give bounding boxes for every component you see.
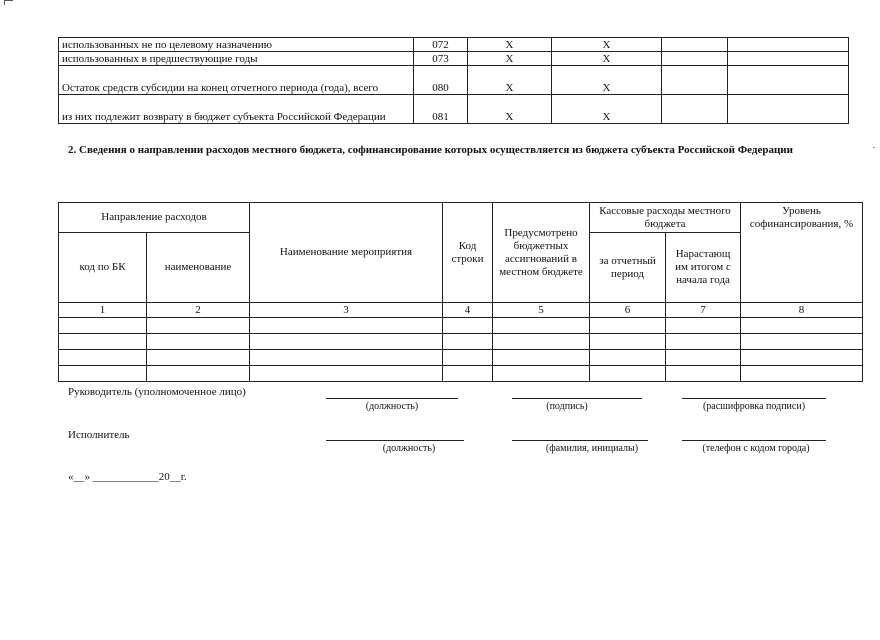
table-row [59, 350, 863, 366]
empty-cell [147, 334, 250, 350]
column-number: 1 [59, 303, 147, 318]
executor-name-line[interactable] [512, 440, 648, 441]
executor-phone-caption: (телефон с кодом города) [702, 443, 810, 454]
cell-x: X [468, 52, 552, 66]
row-label: использованных в предшествующие годы [59, 52, 414, 66]
cell-empty [728, 66, 849, 95]
empty-cell [443, 318, 493, 334]
empty-cell [741, 318, 863, 334]
column-number: 4 [443, 303, 493, 318]
row-code: 081 [414, 95, 468, 124]
head-position-caption: (должность) [365, 401, 419, 412]
empty-cell [147, 350, 250, 366]
date-line: «__» ____________20__г. [68, 471, 187, 483]
header-direction: Направление расходов [59, 203, 250, 233]
empty-cell [443, 334, 493, 350]
header-planned: Предусмотрено бюджетных ассигнований в местном бюджете [493, 203, 590, 303]
column-number: 3 [250, 303, 443, 318]
head-position-line[interactable] [326, 398, 458, 399]
executor-label: Исполнитель [68, 429, 130, 441]
header-period: за отчетный период [590, 233, 666, 303]
empty-cell [250, 350, 443, 366]
column-number-row [59, 303, 863, 318]
header-row [59, 203, 863, 233]
empty-cell [59, 366, 147, 382]
row-label: использованных не по целевому назначению [59, 38, 414, 52]
column-number: 8 [741, 303, 863, 318]
head-decode-line[interactable] [682, 398, 826, 399]
table-row [59, 52, 849, 66]
header-cumulative: Нарастающ им итогом с начала года [666, 233, 741, 303]
cell-empty [728, 95, 849, 124]
empty-cell [741, 334, 863, 350]
table-row [59, 66, 849, 95]
scan-corner-mark [4, 0, 13, 5]
empty-cell [493, 350, 590, 366]
empty-cell [590, 318, 666, 334]
table-row [59, 95, 849, 124]
header-code: Код строки [443, 203, 493, 303]
empty-cell [147, 366, 250, 382]
empty-cell [443, 350, 493, 366]
executor-phone-line[interactable] [682, 440, 826, 441]
expenses-table [58, 202, 863, 382]
empty-cell [741, 366, 863, 382]
cell-empty [662, 38, 728, 52]
cell-empty [662, 52, 728, 66]
table-row [59, 366, 863, 382]
executor-position-caption: (должность) [382, 443, 436, 454]
empty-cell [59, 334, 147, 350]
header-cash: Кассовые расходы местного бюджета [590, 203, 741, 233]
empty-cell [250, 318, 443, 334]
row-label: Остаток средств субсидии на конец отчетного периода (года), всего [59, 66, 414, 95]
empty-cell [493, 366, 590, 382]
column-number: 7 [666, 303, 741, 318]
cell-x: X [552, 52, 662, 66]
row-code: 080 [414, 66, 468, 95]
cell-x: X [552, 66, 662, 95]
section-2-heading: 2. Сведения о направлении расходов местного бюджета, софинансирование которых осуществляется из бюджета субъекта Российской Федерации [68, 144, 793, 156]
empty-cell [666, 334, 741, 350]
empty-cell [250, 366, 443, 382]
empty-cell [590, 334, 666, 350]
cell-empty [728, 52, 849, 66]
executor-name-caption: (фамилия, инициалы) [545, 443, 639, 454]
empty-cell [493, 334, 590, 350]
column-number: 6 [590, 303, 666, 318]
cell-x: X [468, 38, 552, 52]
cell-x: X [552, 38, 662, 52]
empty-cell [666, 366, 741, 382]
header-name: наименование [147, 233, 250, 303]
column-number: 5 [493, 303, 590, 318]
executor-position-line[interactable] [326, 440, 464, 441]
empty-cell [590, 366, 666, 382]
row-label: из них подлежит возврату в бюджет субъекта Российской Федерации [59, 95, 414, 124]
head-signature-caption: (подпись) [546, 401, 588, 412]
empty-cell [590, 350, 666, 366]
empty-cell [59, 350, 147, 366]
head-decode-caption: (расшифровка подписи) [702, 401, 806, 412]
empty-cell [493, 318, 590, 334]
head-label: Руководитель (уполномоченное лицо) [68, 386, 246, 398]
row-code: 073 [414, 52, 468, 66]
cell-x: X [552, 95, 662, 124]
empty-cell [250, 334, 443, 350]
scan-dot: · [872, 142, 876, 154]
empty-cell [147, 318, 250, 334]
cell-empty [662, 95, 728, 124]
cell-empty [662, 66, 728, 95]
empty-cell [666, 318, 741, 334]
header-event: Наименование мероприятия [250, 203, 443, 303]
table-row [59, 334, 863, 350]
head-signature-line[interactable] [512, 398, 642, 399]
header-kbk: код по БК [59, 233, 147, 303]
table-row [59, 38, 849, 52]
subsidy-balance-table [58, 37, 849, 124]
empty-cell [666, 350, 741, 366]
empty-cell [741, 350, 863, 366]
row-code: 072 [414, 38, 468, 52]
header-level: Уровень софинансирования, % [741, 203, 863, 303]
cell-x: X [468, 95, 552, 124]
column-number: 2 [147, 303, 250, 318]
table-row [59, 318, 863, 334]
empty-cell [59, 318, 147, 334]
empty-cell [443, 366, 493, 382]
cell-empty [728, 38, 849, 52]
cell-x: X [468, 66, 552, 95]
